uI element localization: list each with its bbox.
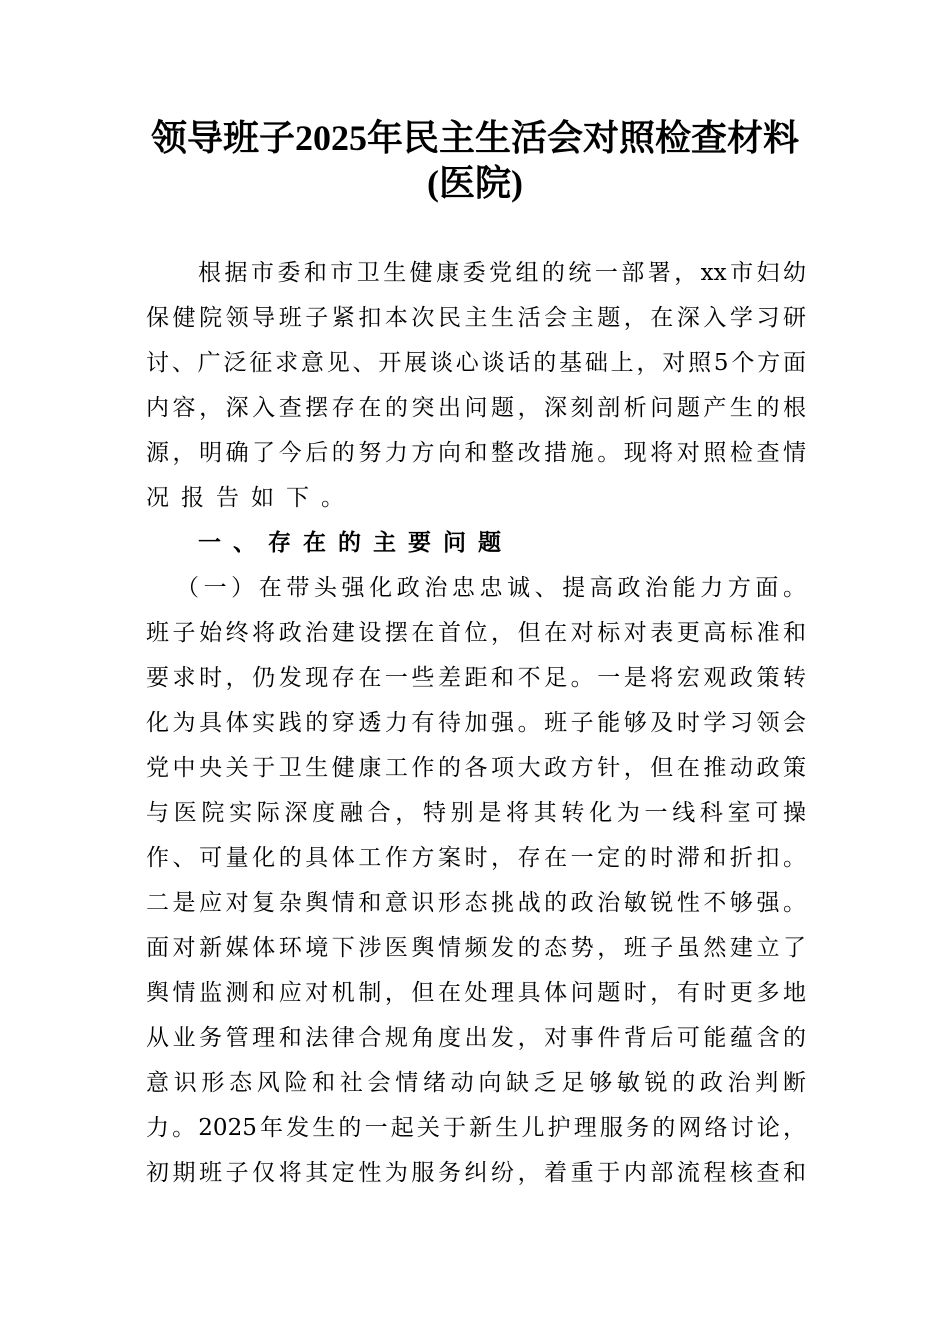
- paragraph-line: 保健院领导班子紧扣本次民主生活会主题，在深入学习研: [146, 305, 806, 331]
- section-paragraph: [146, 566, 806, 1196]
- document-title: 领导班子2025年民主生活会对照检查材料: [150, 118, 799, 158]
- paragraph-line: 力。2025年发生的一起关于新生儿护理服务的网络讨论，: [146, 1115, 806, 1141]
- paragraph-line: 化为具体实践的穿透力有待加强。班子能够及时学习领会: [146, 710, 806, 736]
- paragraph-line: 从业务管理和法律合规角度出发，对事件背后可能蕴含的: [146, 1025, 806, 1051]
- paragraph-line: 源，明确了今后的努力方向和整改措施。现将对照检查情: [146, 440, 806, 466]
- document-subtitle: (医院): [427, 163, 523, 203]
- paragraph-line: 党中央关于卫生健康工作的各项大政方针，但在推动政策: [146, 755, 806, 781]
- paragraph-line: 舆情监测和应对机制，但在处理具体问题时，有时更多地: [146, 980, 806, 1006]
- paragraph-line: 根据市委和市卫生健康委党组的统一部署，xx市妇幼: [198, 260, 806, 286]
- paragraph-line: 内容，深入查摆存在的突出问题，深刻剖析问题产生的根: [146, 395, 806, 421]
- paragraph-line: 面对新媒体环境下涉医舆情频发的态势，班子虽然建立了: [146, 935, 806, 961]
- paragraph-line: 作、可量化的具体工作方案时，存在一定的时滞和折扣。: [146, 845, 806, 871]
- paragraph-line: 要求时，仍发现存在一些差距和不足。一是将宏观政策转: [146, 665, 806, 691]
- paragraph-line: 意识形态风险和社会情绪动向缺乏足够敏锐的政治判断: [146, 1070, 806, 1096]
- paragraph-line: （一）在带头强化政治忠忠诚、提高政治能力方面。: [176, 575, 806, 601]
- paragraph-line: 讨、广泛征求意见、开展谈心谈话的基础上，对照5个方面: [146, 350, 806, 376]
- paragraph-line: 初期班子仅将其定性为服务纠纷，着重于内部流程核查和: [146, 1160, 806, 1186]
- paragraph-line: 二是应对复杂舆情和意识形态挑战的政治敏锐性不够强。: [146, 890, 806, 916]
- intro-paragraph: [146, 251, 806, 521]
- section-heading: 一、存在的主要问题: [198, 530, 513, 556]
- document-body: [146, 251, 806, 1196]
- paragraph-line: 班子始终将政治建设摆在首位，但在对标对表更高标准和: [146, 620, 806, 646]
- paragraph-line: 与医院实际深度融合，特别是将其转化为一线科室可操: [146, 800, 806, 826]
- paragraph-line: 况报告如下。: [146, 485, 356, 511]
